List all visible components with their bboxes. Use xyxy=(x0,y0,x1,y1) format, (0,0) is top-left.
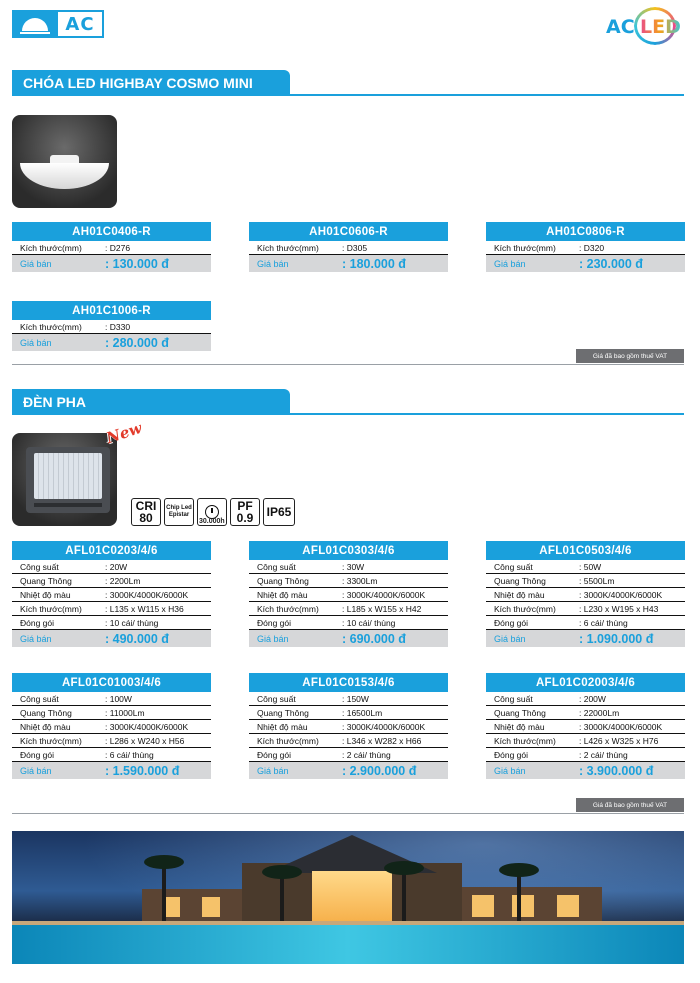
flux-row: Quang Thông : 2200Lm xyxy=(12,574,211,588)
product-card xyxy=(249,541,448,647)
price-label: Giá bán xyxy=(20,258,52,269)
power-row: Công suất : 20W xyxy=(12,560,211,574)
pack-row: Đóng gói : 10 cái/ thùng xyxy=(12,616,211,630)
product-card xyxy=(12,222,211,272)
cct-row: Nhiệt độ màu : 3000K/4000K/6000K xyxy=(486,720,685,734)
product-code: AFL01C0303/4/6 xyxy=(249,541,448,560)
ac-logo-mark-icon xyxy=(14,12,58,36)
price-row xyxy=(12,255,211,272)
size-row: Kích thước(mm) : L230 x W195 x H43 xyxy=(486,602,685,616)
product-card xyxy=(12,673,211,779)
product-card xyxy=(249,673,448,779)
price-row xyxy=(12,334,211,351)
power-row: Công suất : 150W xyxy=(249,692,448,706)
size-value: : D305 xyxy=(342,242,368,253)
price-row: Giá bán : 690.000 đ xyxy=(249,630,448,647)
size-row: Kích thước(mm) : L135 x W115 x H36 xyxy=(12,602,211,616)
lifetime-label: 30.000h xyxy=(199,518,225,525)
power-row: Công suất : 200W xyxy=(486,692,685,706)
vat-note: Giá đã bao gồm thuế VAT xyxy=(576,798,684,812)
cct-row: Nhiệt độ màu : 3000K/4000K/6000K xyxy=(249,720,448,734)
new-badge: New xyxy=(104,418,145,448)
cct-row: Nhiệt độ màu : 3000K/4000K/6000K xyxy=(249,588,448,602)
flux-row: Quang Thông : 22000Lm xyxy=(486,706,685,720)
section-title-floodlight: ĐÈN PHA xyxy=(12,389,290,415)
price-row: Giá bán : 2.900.000 đ xyxy=(249,762,448,779)
chip-led-badge: Chip Led Epistar xyxy=(164,498,194,526)
power-row: Công suất : 30W xyxy=(249,560,448,574)
section-divider xyxy=(12,413,684,415)
size-label: Kích thước(mm) xyxy=(20,321,82,332)
product-card xyxy=(249,222,448,272)
vat-note: Giá đã bao gồm thuế VAT xyxy=(576,349,684,363)
flux-row: Quang Thông : 16500Lm xyxy=(249,706,448,720)
size-row xyxy=(12,320,211,334)
product-code: AFL01C02003/4/6 xyxy=(486,673,685,692)
villa-night-photo xyxy=(12,831,684,964)
size-row: Kích thước(mm) : L286 x W240 x H56 xyxy=(12,734,211,748)
price-label: Giá bán xyxy=(20,337,52,348)
product-card xyxy=(486,222,685,272)
cct-row: Nhiệt độ màu : 3000K/4000K/6000K xyxy=(12,720,211,734)
section-divider xyxy=(12,94,684,96)
flux-row: Quang Thông : 11000Lm xyxy=(12,706,211,720)
section-title-highbay: CHÓA LED HIGHBAY COSMO MINI xyxy=(12,70,290,96)
ac-logo-text: AC xyxy=(65,13,95,35)
power-row: Công suất : 50W xyxy=(486,560,685,574)
acled-logo-led: LED xyxy=(640,16,681,38)
size-label: Kích thước(mm) xyxy=(494,242,556,253)
section-end-divider xyxy=(12,364,684,365)
clock-icon xyxy=(205,505,219,519)
power-row: Công suất : 100W xyxy=(12,692,211,706)
size-row xyxy=(249,241,448,255)
product-code: AH01C0406-R xyxy=(12,222,211,241)
pack-row: Đóng gói : 2 cái/ thùng xyxy=(486,748,685,762)
flux-row: Quang Thông : 5500Lm xyxy=(486,574,685,588)
size-row xyxy=(12,241,211,255)
size-row: Kích thước(mm) : L426 x W325 x H76 xyxy=(486,734,685,748)
pack-row: Đóng gói : 10 cái/ thùng xyxy=(249,616,448,630)
pack-row: Đóng gói : 2 cái/ thùng xyxy=(249,748,448,762)
pack-row: Đóng gói : 6 cái/ thùng xyxy=(486,616,685,630)
pf-badge: PF 0.9 xyxy=(230,498,260,526)
cct-row: Nhiệt độ màu : 3000K/4000K/6000K xyxy=(486,588,685,602)
price-value: : 180.000 đ xyxy=(342,256,406,271)
size-label: Kích thước(mm) xyxy=(20,242,82,253)
product-code: AFL01C0503/4/6 xyxy=(486,541,685,560)
cct-row: Nhiệt độ màu : 3000K/4000K/6000K xyxy=(12,588,211,602)
acled-logo-ac: AC xyxy=(606,16,635,38)
price-row: Giá bán : 1.590.000 đ xyxy=(12,762,211,779)
product-code: AH01C0606-R xyxy=(249,222,448,241)
flux-row: Quang Thông : 3300Lm xyxy=(249,574,448,588)
product-code: AH01C1006-R xyxy=(12,301,211,320)
price-row: Giá bán : 490.000 đ xyxy=(12,630,211,647)
product-card xyxy=(486,541,685,647)
highbay-product-image xyxy=(12,115,117,208)
product-card xyxy=(12,301,211,351)
size-value: : D330 xyxy=(105,321,131,332)
price-row xyxy=(249,255,448,272)
price-label: Giá bán xyxy=(494,258,526,269)
product-card xyxy=(486,673,685,779)
product-code: AFL01C01003/4/6 xyxy=(12,673,211,692)
size-row: Kích thước(mm) : L346 x W282 x H66 xyxy=(249,734,448,748)
size-label: Kích thước(mm) xyxy=(257,242,319,253)
size-value: : D276 xyxy=(105,242,131,253)
product-code: AFL01C0153/4/6 xyxy=(249,673,448,692)
price-label: Giá bán xyxy=(257,258,289,269)
price-value: : 230.000 đ xyxy=(579,256,643,271)
acled-logo xyxy=(606,6,686,46)
ac-logo xyxy=(12,10,104,38)
price-row xyxy=(486,255,685,272)
size-row xyxy=(486,241,685,255)
product-card xyxy=(12,541,211,647)
price-row: Giá bán : 1.090.000 đ xyxy=(486,630,685,647)
floodlight-product-image xyxy=(12,433,117,526)
price-value: : 130.000 đ xyxy=(105,256,169,271)
ip-badge: IP65 xyxy=(263,498,295,526)
size-row: Kích thước(mm) : L185 x W155 x H42 xyxy=(249,602,448,616)
price-row: Giá bán : 3.900.000 đ xyxy=(486,762,685,779)
cri-badge: CRI 80 xyxy=(131,498,161,526)
product-code: AFL01C0203/4/6 xyxy=(12,541,211,560)
product-code: AH01C0806-R xyxy=(486,222,685,241)
pack-row: Đóng gói : 6 cái/ thùng xyxy=(12,748,211,762)
size-value: : D320 xyxy=(579,242,605,253)
price-value: : 280.000 đ xyxy=(105,335,169,350)
section-end-divider xyxy=(12,813,684,814)
